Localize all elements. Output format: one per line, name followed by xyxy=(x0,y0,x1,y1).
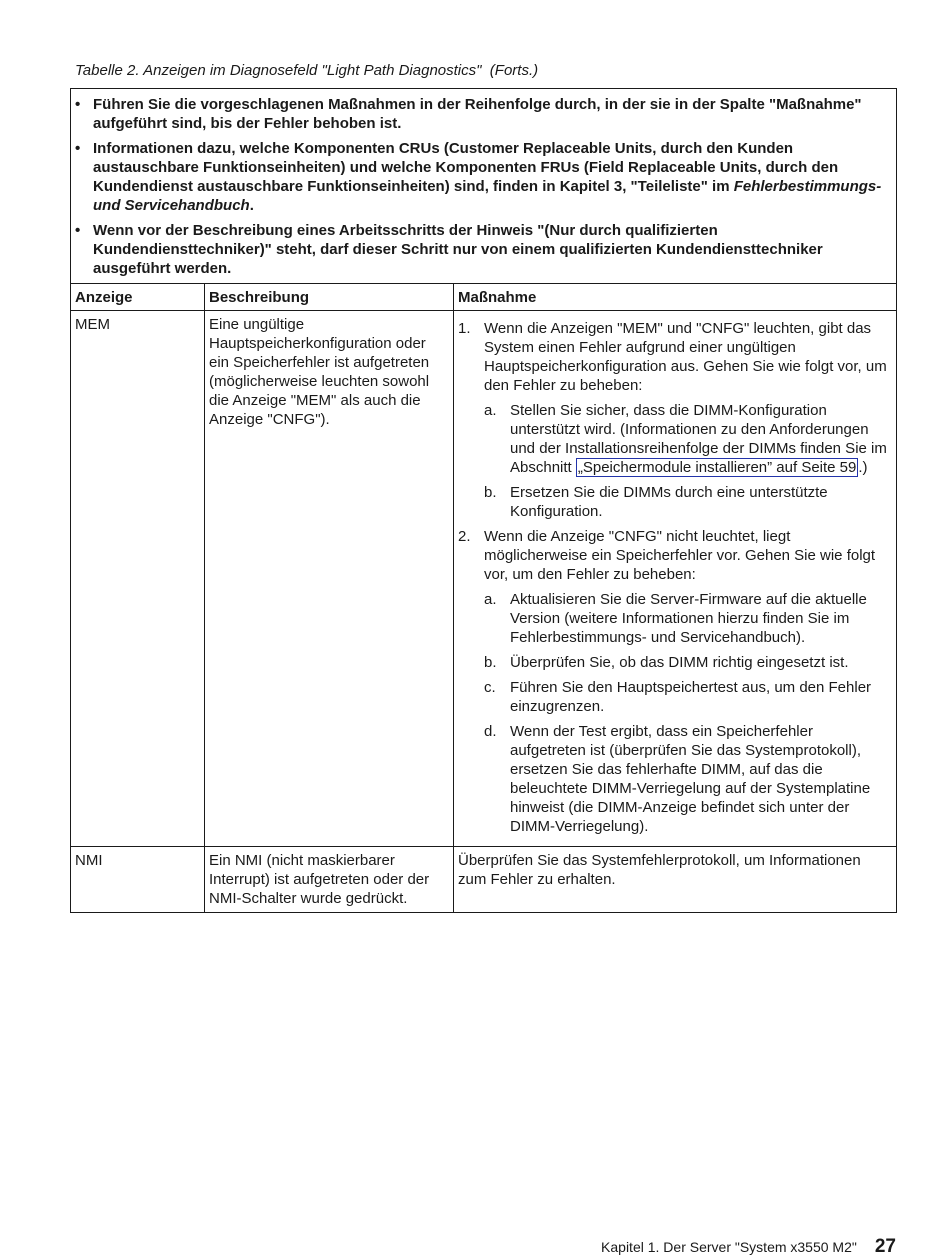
substep-label: b. xyxy=(484,484,497,501)
cell-beschreibung: Ein NMI (nicht maskierbarer Interrupt) ist aufgetreten oder der NMI-Schalter wurde gedrückt. xyxy=(205,847,454,913)
page-footer xyxy=(601,1236,896,1258)
cell-massnahme: Überprüfen Sie das Systemfehlerprotokoll, um Informationen zum Fehler zu erhalten. xyxy=(454,847,897,913)
page-number: 27 xyxy=(874,1236,896,1257)
column-header-massnahme: Maßnahme xyxy=(454,284,897,311)
step-text: Wenn die Anzeigen "MEM" und "CNFG" leuchten, gibt das System einen Fehler aufgrund einer ungültigen Hauptspeicherkonfiguration aus. Gehen Sie wie folgt vor, um den Fehler zu beheben: xyxy=(484,320,887,394)
header-row xyxy=(71,284,897,311)
substep-item xyxy=(484,722,892,836)
note-item xyxy=(75,221,892,278)
footer-chapter: Kapitel 1. Der Server "System x3550 M2" xyxy=(601,1239,857,1255)
diagnostics-table xyxy=(70,88,897,913)
substep-label: c. xyxy=(484,679,496,696)
substep-label: a. xyxy=(484,591,497,608)
note-text: Informationen dazu, welche Komponenten CRUs (Customer Replaceable Units, durch den Kunden austauschbare Funktionseinheiten) und welche Komponenten FRUs (Field Replaceable Units, durch den Kundendienst austauschbare Funktionseinheiten) sind, finden in Kapitel 3, "Teileliste" im xyxy=(93,140,839,195)
step-text: Wenn die Anzeige "CNFG" nicht leuchtet, liegt möglicherweise ein Speicherfehler vor. Gehen Sie wie folgt vor, um den Fehler zu beheben: xyxy=(484,528,876,583)
substep-text: Überprüfen Sie, ob das DIMM richtig eingesetzt ist. xyxy=(510,654,849,671)
note-text: Wenn vor der Beschreibung eines Arbeitsschritts der Hinweis "(Nur durch qualifizierten Kundendiensttechniker)" steht, darf dieser Schritt nur von einem qualifizierten Kundendiensttechniker ausgeführt werden. xyxy=(93,222,823,277)
substep-label: b. xyxy=(484,654,497,671)
substeps-list xyxy=(484,401,892,521)
substep-label: d. xyxy=(484,723,497,740)
step-item xyxy=(458,319,892,521)
table-row xyxy=(71,847,897,913)
cross-reference-link[interactable]: „Speichermodule installieren” auf Seite 59 xyxy=(577,459,857,476)
step-number: 2. xyxy=(458,528,471,545)
substep-text: Ersetzen Sie die DIMMs durch eine unterstützte Konfiguration. xyxy=(510,484,828,520)
table-caption: Tabelle 2. Anzeigen im Diagnosefeld "Light Path Diagnostics" (Forts.) xyxy=(75,62,539,79)
notes-cell xyxy=(71,89,897,284)
substep-item xyxy=(484,653,892,672)
substeps-list xyxy=(484,590,892,836)
substep-label: a. xyxy=(484,402,497,419)
notes-list xyxy=(75,95,892,278)
cell-beschreibung: Eine ungültige Hauptspeicherkonfiguration oder ein Speicherfehler ist aufgetreten (möglicherweise leuchten sowohl die Anzeige "MEM" als auch die Anzeige "CNFG"). xyxy=(205,311,454,847)
substep-item xyxy=(484,678,892,716)
substep-item xyxy=(484,401,892,477)
bullet-icon: • xyxy=(75,222,81,239)
substep-text: Führen Sie den Hauptspeichertest aus, um den Fehler einzugrenzen. xyxy=(510,679,872,715)
substep-text-end: .) xyxy=(858,459,868,476)
substep-item xyxy=(484,590,892,647)
step-item xyxy=(458,527,892,836)
substep-text: Stellen Sie sicher, dass die DIMM-Konfiguration unterstützt wird. (Informationen zu den Anforderungen und der Installationsreihenfolge der DIMMs finden Sie im Abschnitt xyxy=(510,402,887,476)
column-header-beschreibung: Beschreibung xyxy=(205,284,454,311)
cell-anzeige: MEM xyxy=(71,311,205,847)
diagnostics-table-container xyxy=(70,88,896,913)
note-item xyxy=(75,139,892,215)
cell-anzeige: NMI xyxy=(71,847,205,913)
table-row xyxy=(71,311,897,847)
note-book-title: Fehlerbestimmungs- und Servicehandbuch xyxy=(93,178,882,214)
bullet-icon: • xyxy=(75,96,81,113)
note-item xyxy=(75,95,892,133)
bullet-icon: • xyxy=(75,140,81,157)
steps-list xyxy=(458,319,892,836)
column-header-anzeige: Anzeige xyxy=(71,284,205,311)
substep-item xyxy=(484,483,892,521)
note-text-end: . xyxy=(249,197,254,214)
note-text: Führen Sie die vorgeschlagenen Maßnahmen in der Reihenfolge durch, in der sie in der Spalte "Maßnahme" aufgeführt sind, bis der Fehler behoben ist. xyxy=(93,96,862,132)
step-number: 1. xyxy=(458,320,471,337)
notes-row xyxy=(71,89,897,284)
substep-text: Wenn der Test ergibt, dass ein Speicherfehler aufgetreten ist (überprüfen Sie das Systemprotokoll), ersetzen Sie das fehlerhafte DIMM, auf das die beleuchtete DIMM-Verriegelung auf der Systemplatine hinweist (die DIMM-Anzeige befindet sich unter der DIMM-Verriegelung). xyxy=(510,723,871,835)
substep-text: Aktualisieren Sie die Server-Firmware auf die aktuelle Version (weitere Informationen hierzu finden Sie im Fehlerbestimmungs- und Servicehandbuch). xyxy=(510,591,867,646)
cell-massnahme xyxy=(454,311,897,847)
